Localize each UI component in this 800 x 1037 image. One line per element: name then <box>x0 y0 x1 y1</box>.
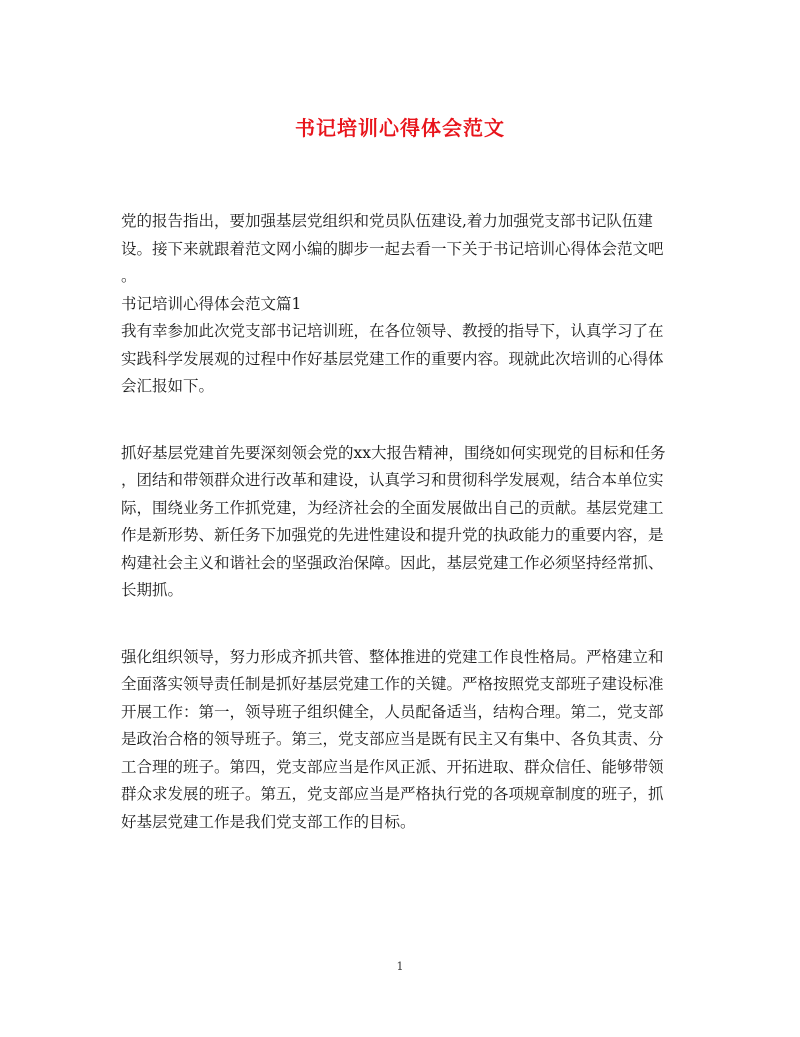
paragraph-line: 工合理的班子。第四，党支部应当是作风正派、开拓进取、群众信任、能够带领 <box>121 757 664 776</box>
document-body <box>121 208 687 836</box>
intro-paragraph <box>121 208 687 291</box>
paragraph-line: 好基层党建工作是我们党支部工作的目标。 <box>121 812 416 831</box>
intro-line: 设。接下来就跟着范文网小编的脚步一起去看一下关于书记培训心得体会范文吧 <box>121 239 664 258</box>
document-title: 书记培训心得体会范文 <box>295 116 505 140</box>
paragraph-line: 群众求发展的班子。第五，党支部应当是严格执行党的各项规章制度的班子，抓 <box>121 785 664 803</box>
paragraph-spacer <box>121 605 687 644</box>
paragraph-line: 抓好基层党建首先要深刻领会党的xx大报告精神，围绕如何实现党的目标和任务 <box>121 443 666 462</box>
page-number: 1 <box>396 960 404 973</box>
paragraph-line: 全面落实领导责任制是抓好基层党建工作的关键。严格按照党支部班子建设标准 <box>121 675 664 693</box>
paragraph-line: 强化组织领导，努力形成齐抓共管、整体推进的党建工作良性格局。严格建立和 <box>121 647 664 666</box>
paragraph-3 <box>121 644 687 837</box>
paragraph-2 <box>121 440 687 605</box>
section-heading: 书记培训心得体会范文篇1 <box>121 294 302 313</box>
paragraph-line: 际，围绕业务工作抓党建，为经济社会的全面发展做出自己的贡献。基层党建工 <box>121 498 664 517</box>
intro-line: 。 <box>121 267 137 285</box>
intro-line: 党的报告指出，要加强基层党组织和党员队伍建设,着力加强党支部书记队伍建 <box>121 212 653 230</box>
paragraph-line: 构建社会主义和谐社会的坚强政治保障。因此，基层党建工作必须坚持经常抓、 <box>121 553 664 572</box>
paragraph-1 <box>121 318 687 401</box>
paragraph-line: ，团结和带领群众进行改革和建设，认真学习和贯彻科学发展观，结合本单位实 <box>121 471 664 489</box>
paragraph-line: 是政治合格的领导班子。第三，党支部应当是既有民主又有集中、各负其责、分 <box>121 730 664 748</box>
paragraph-line: 作是新形势、新任务下加强党的先进性建设和提升党的执政能力的重要内容，是 <box>121 526 664 544</box>
paragraph-spacer <box>121 401 687 440</box>
paragraph-line: 会汇报如下。 <box>121 377 215 395</box>
paragraph-line: 长期抓。 <box>121 581 184 599</box>
paragraph-line: 开展工作：第一，领导班子组织健全，人员配备适当，结构合理。第二，党支部 <box>121 702 664 721</box>
paragraph-line: 我有幸参加此次党支部书记培训班，在各位领导、教授的指导下，认真学习了在 <box>121 322 664 340</box>
paragraph-line: 实践科学发展观的过程中作好基层党建工作的重要内容。现就此次培训的心得体 <box>121 349 664 368</box>
